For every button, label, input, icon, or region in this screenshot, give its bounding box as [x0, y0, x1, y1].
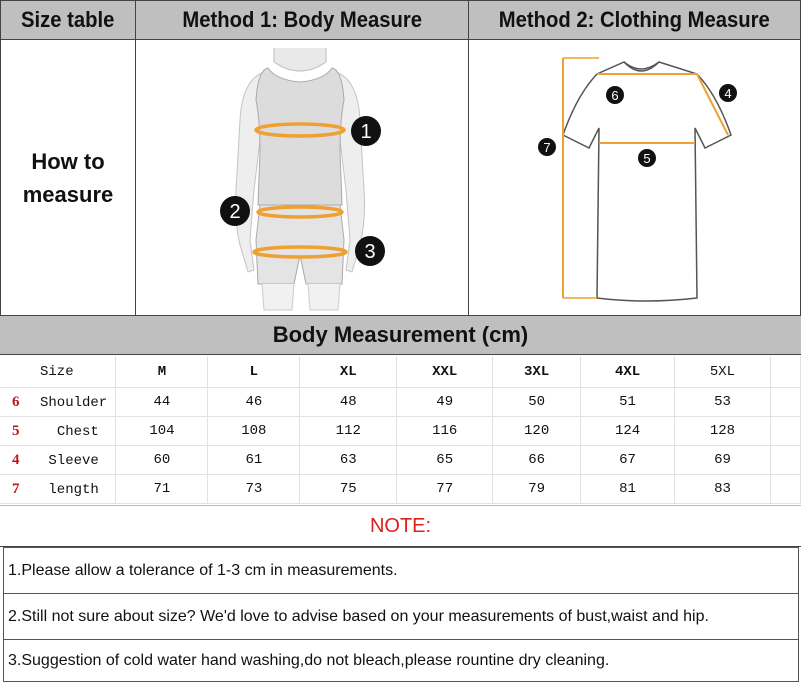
table-cell: 116: [397, 417, 493, 446]
body-measure-illustration: [135, 39, 469, 316]
marker-4: [719, 84, 737, 102]
row-label: Shoulder: [40, 394, 108, 411]
row-index: 6: [12, 393, 20, 410]
table-cell: 79: [493, 475, 581, 504]
table-cell: 63: [300, 446, 397, 475]
table-cell: 51: [581, 388, 675, 417]
svg-text:3: 3: [364, 241, 376, 263]
marker-7: [538, 138, 556, 156]
table-cell: 69: [675, 446, 771, 475]
size-3xl: 3XL: [493, 356, 581, 388]
row-label: length: [48, 481, 99, 498]
svg-text:6: 6: [611, 88, 619, 103]
table-cell: 66: [493, 446, 581, 475]
table-header-row: [0, 356, 801, 388]
clothing-measure-illustration: [468, 39, 801, 316]
svg-text:5: 5: [643, 151, 651, 166]
size-l: L: [208, 356, 300, 388]
size-m: M: [116, 356, 208, 388]
size-label: Size: [40, 363, 74, 380]
row-index: 4: [12, 451, 20, 468]
table-cell: 112: [300, 417, 397, 446]
table-cell: 120: [493, 417, 581, 446]
note-line-2: 2.Still not sure about size? We'd love to advise based on your measurements of bust,waist and hip.: [3, 594, 799, 640]
svg-text:1: 1: [360, 121, 372, 143]
table-cell: 49: [397, 388, 493, 417]
size-table-header: Size table: [0, 0, 136, 40]
table-cell: 53: [675, 388, 771, 417]
table-cell: 77: [397, 475, 493, 504]
table-cell: 128: [675, 417, 771, 446]
how-to-measure-label: How to measure: [0, 39, 136, 316]
table-row: [0, 388, 801, 417]
table-cell: 104: [116, 417, 208, 446]
row-index: 7: [12, 480, 20, 497]
svg-text:7: 7: [543, 140, 551, 155]
table-cell: 50: [493, 388, 581, 417]
table-cell: 65: [397, 446, 493, 475]
size-xxl: XXL: [397, 356, 493, 388]
table-cell: 46: [208, 388, 300, 417]
marker-2: [220, 196, 250, 226]
table-cell: 44: [116, 388, 208, 417]
table-row: [0, 446, 801, 475]
body-figure-icon: [136, 40, 468, 315]
row-index: 5: [12, 422, 20, 439]
table-cell: 75: [300, 475, 397, 504]
table-cell: 108: [208, 417, 300, 446]
row-label: Sleeve: [48, 452, 99, 469]
marker-6: [606, 86, 624, 104]
table-cell: 48: [300, 388, 397, 417]
method2-header: Method 2: Clothing Measure: [468, 0, 801, 40]
table-cell: 124: [581, 417, 675, 446]
size-xl: XL: [300, 356, 397, 388]
table-row: [0, 417, 801, 446]
svg-text:4: 4: [724, 86, 732, 101]
tshirt-icon: [469, 40, 800, 315]
note-title: NOTE:: [0, 505, 801, 547]
table-cell: 61: [208, 446, 300, 475]
marker-5: [638, 149, 656, 167]
row-label: Chest: [56, 423, 99, 440]
table-cell: 83: [675, 475, 771, 504]
method1-header: Method 1: Body Measure: [135, 0, 469, 40]
table-row: [0, 475, 801, 504]
size-table: [0, 356, 801, 504]
svg-text:2: 2: [229, 201, 241, 223]
table-cell: 71: [116, 475, 208, 504]
table-cell: 67: [581, 446, 675, 475]
marker-1: [351, 116, 381, 146]
body-measurement-title: Body Measurement (cm): [0, 315, 801, 355]
table-cell: 60: [116, 446, 208, 475]
note-line-1: 1.Please allow a tolerance of 1-3 cm in measurements.: [3, 547, 799, 594]
size-5xl: 5XL: [675, 356, 771, 388]
note-line-3: 3.Suggestion of cold water hand washing,do not bleach,please rountine dry cleaning.: [3, 640, 799, 682]
marker-3: [355, 236, 385, 266]
table-cell: 81: [581, 475, 675, 504]
table-cell: 73: [208, 475, 300, 504]
size-4xl: 4XL: [581, 356, 675, 388]
